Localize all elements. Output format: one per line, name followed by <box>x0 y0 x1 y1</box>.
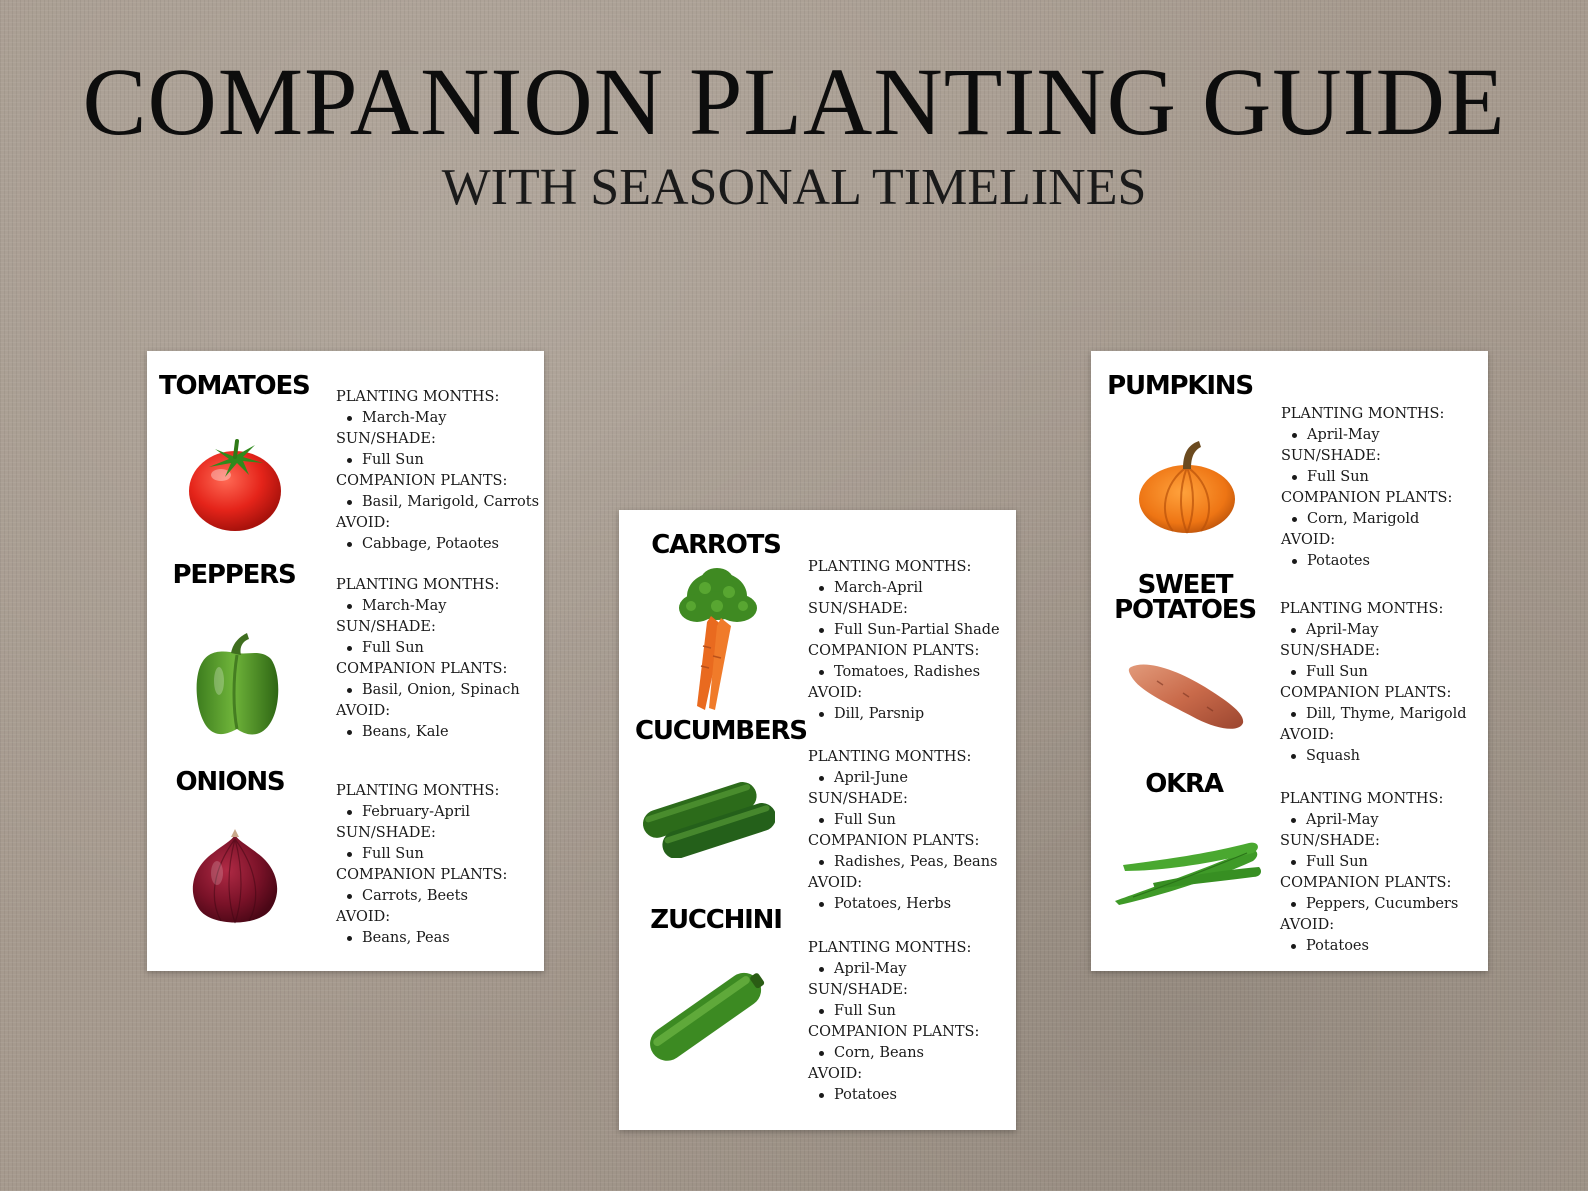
companion-plants-value: Corn, Marigold <box>1281 509 1452 530</box>
companion-plants-label: COMPANION PLANTS: <box>336 867 508 883</box>
plant-card-left <box>147 351 544 971</box>
avoid-value: Dill, Parsnip <box>808 704 1000 725</box>
page-title: COMPANION PLANTING GUIDE <box>82 48 1506 155</box>
avoid-label: AVOID: <box>808 685 863 701</box>
sweet-potato-icon <box>1127 657 1247 733</box>
planting-months-label: PLANTING MONTHS: <box>336 389 500 405</box>
planting-months-value: April-May <box>808 959 979 980</box>
plant-name-cucumbers: CUCUMBERS <box>635 716 807 746</box>
pumpkin-icon <box>1137 439 1237 535</box>
plant-info-okra <box>1280 789 1458 957</box>
avoid-value: Cabbage, Potaotes <box>336 534 539 555</box>
okra-icon <box>1113 831 1263 907</box>
companion-plants-value: Tomatoes, Radishes <box>808 662 1000 683</box>
companion-plants-value: Corn, Beans <box>808 1043 979 1064</box>
avoid-label: AVOID: <box>336 909 391 925</box>
planting-months-label: PLANTING MONTHS: <box>808 749 972 765</box>
planting-months-value: March-May <box>336 596 520 617</box>
plant-info-carrots <box>808 557 1000 725</box>
page-subtitle: WITH SEASONAL TIMELINES <box>441 159 1147 216</box>
planting-months-value: March-April <box>808 578 1000 599</box>
companion-plants-value: Basil, Onion, Spinach <box>336 680 520 701</box>
avoid-value: Potatoes <box>808 1085 979 1106</box>
bell-pepper-icon <box>189 629 285 739</box>
companion-plants-label: COMPANION PLANTS: <box>1281 490 1453 506</box>
avoid-label: AVOID: <box>808 875 863 891</box>
companion-plants-value: Carrots, Beets <box>336 886 507 907</box>
plant-info-sweet-potatoes <box>1280 599 1467 767</box>
plant-info-pumpkins <box>1281 404 1452 572</box>
companion-plants-label: COMPANION PLANTS: <box>336 661 508 677</box>
planting-months-value: April-May <box>1281 425 1452 446</box>
avoid-label: AVOID: <box>1280 727 1335 743</box>
sun-shade-value: Full Sun <box>1280 852 1458 873</box>
cucumber-icon <box>637 776 775 858</box>
plant-name-line-2: POTATOES <box>1114 595 1256 625</box>
sun-shade-value: Full Sun-Partial Shade <box>808 620 1000 641</box>
sun-shade-label: SUN/SHADE: <box>808 791 908 807</box>
plant-name-pumpkins: PUMPKINS <box>1107 371 1253 401</box>
sun-shade-label: SUN/SHADE: <box>808 601 908 617</box>
plant-name-peppers: PEPPERS <box>172 560 296 590</box>
companion-plants-value: Dill, Thyme, Marigold <box>1280 704 1467 725</box>
red-onion-icon <box>187 829 283 929</box>
sun-shade-label: SUN/SHADE: <box>336 825 436 841</box>
planting-months-value: April-June <box>808 768 998 789</box>
plant-name-carrots: CARROTS <box>651 530 781 560</box>
plant-name-tomatoes: TOMATOES <box>159 371 310 401</box>
plant-info-zucchini <box>808 938 979 1106</box>
plant-info-peppers <box>336 575 520 743</box>
planting-months-value: April-May <box>1280 620 1467 641</box>
plant-card-middle <box>619 510 1016 1130</box>
plant-card-right <box>1091 351 1488 971</box>
sun-shade-value: Full Sun <box>1281 467 1452 488</box>
sun-shade-label: SUN/SHADE: <box>336 431 436 447</box>
plant-info-cucumbers <box>808 747 998 915</box>
sun-shade-value: Full Sun <box>336 450 539 471</box>
companion-plants-label: COMPANION PLANTS: <box>808 643 980 659</box>
plant-name-sweet-potatoes <box>1105 570 1265 625</box>
sun-shade-label: SUN/SHADE: <box>1281 448 1381 464</box>
companion-plants-label: COMPANION PLANTS: <box>336 473 508 489</box>
companion-plants-value: Radishes, Peas, Beans <box>808 852 998 873</box>
planting-months-value: March-May <box>336 408 539 429</box>
avoid-label: AVOID: <box>808 1066 863 1082</box>
sun-shade-value: Full Sun <box>1280 662 1467 683</box>
planting-months-label: PLANTING MONTHS: <box>336 783 500 799</box>
sun-shade-label: SUN/SHADE: <box>808 982 908 998</box>
avoid-value: Potaotes <box>1281 551 1452 572</box>
zucchini-icon <box>637 964 773 1068</box>
carrot-icon <box>667 566 767 716</box>
plant-name-zucchini: ZUCCHINI <box>650 905 782 935</box>
companion-plants-label: COMPANION PLANTS: <box>808 1024 980 1040</box>
tomato-icon <box>185 433 285 533</box>
avoid-label: AVOID: <box>336 703 391 719</box>
companion-plants-label: COMPANION PLANTS: <box>808 833 980 849</box>
avoid-value: Potatoes, Herbs <box>808 894 998 915</box>
avoid-value: Squash <box>1280 746 1467 767</box>
sun-shade-value: Full Sun <box>808 1001 979 1022</box>
companion-plants-label: COMPANION PLANTS: <box>1280 875 1452 891</box>
plant-name-line-1: SWEET <box>1137 570 1233 600</box>
planting-months-value: February-April <box>336 802 507 823</box>
planting-months-label: PLANTING MONTHS: <box>1280 601 1444 617</box>
sun-shade-value: Full Sun <box>808 810 998 831</box>
planting-months-label: PLANTING MONTHS: <box>1281 406 1445 422</box>
planting-months-label: PLANTING MONTHS: <box>808 940 972 956</box>
companion-plants-label: COMPANION PLANTS: <box>1280 685 1452 701</box>
avoid-label: AVOID: <box>336 515 391 531</box>
planting-months-value: April-May <box>1280 810 1458 831</box>
sun-shade-label: SUN/SHADE: <box>1280 833 1380 849</box>
sun-shade-value: Full Sun <box>336 638 520 659</box>
plant-name-onions: ONIONS <box>175 767 285 797</box>
sun-shade-label: SUN/SHADE: <box>336 619 436 635</box>
sun-shade-value: Full Sun <box>336 844 507 865</box>
companion-plants-value: Peppers, Cucumbers <box>1280 894 1458 915</box>
avoid-label: AVOID: <box>1281 532 1336 548</box>
avoid-value: Beans, Kale <box>336 722 520 743</box>
planting-months-label: PLANTING MONTHS: <box>1280 791 1444 807</box>
planting-months-label: PLANTING MONTHS: <box>808 559 972 575</box>
planting-months-label: PLANTING MONTHS: <box>336 577 500 593</box>
avoid-value: Potatoes <box>1280 936 1458 957</box>
avoid-value: Beans, Peas <box>336 928 507 949</box>
avoid-label: AVOID: <box>1280 917 1335 933</box>
companion-plants-value: Basil, Marigold, Carrots <box>336 492 539 513</box>
sun-shade-label: SUN/SHADE: <box>1280 643 1380 659</box>
plant-name-okra: OKRA <box>1145 769 1223 799</box>
plant-info-onions <box>336 781 507 949</box>
plant-info-tomatoes <box>336 387 539 555</box>
